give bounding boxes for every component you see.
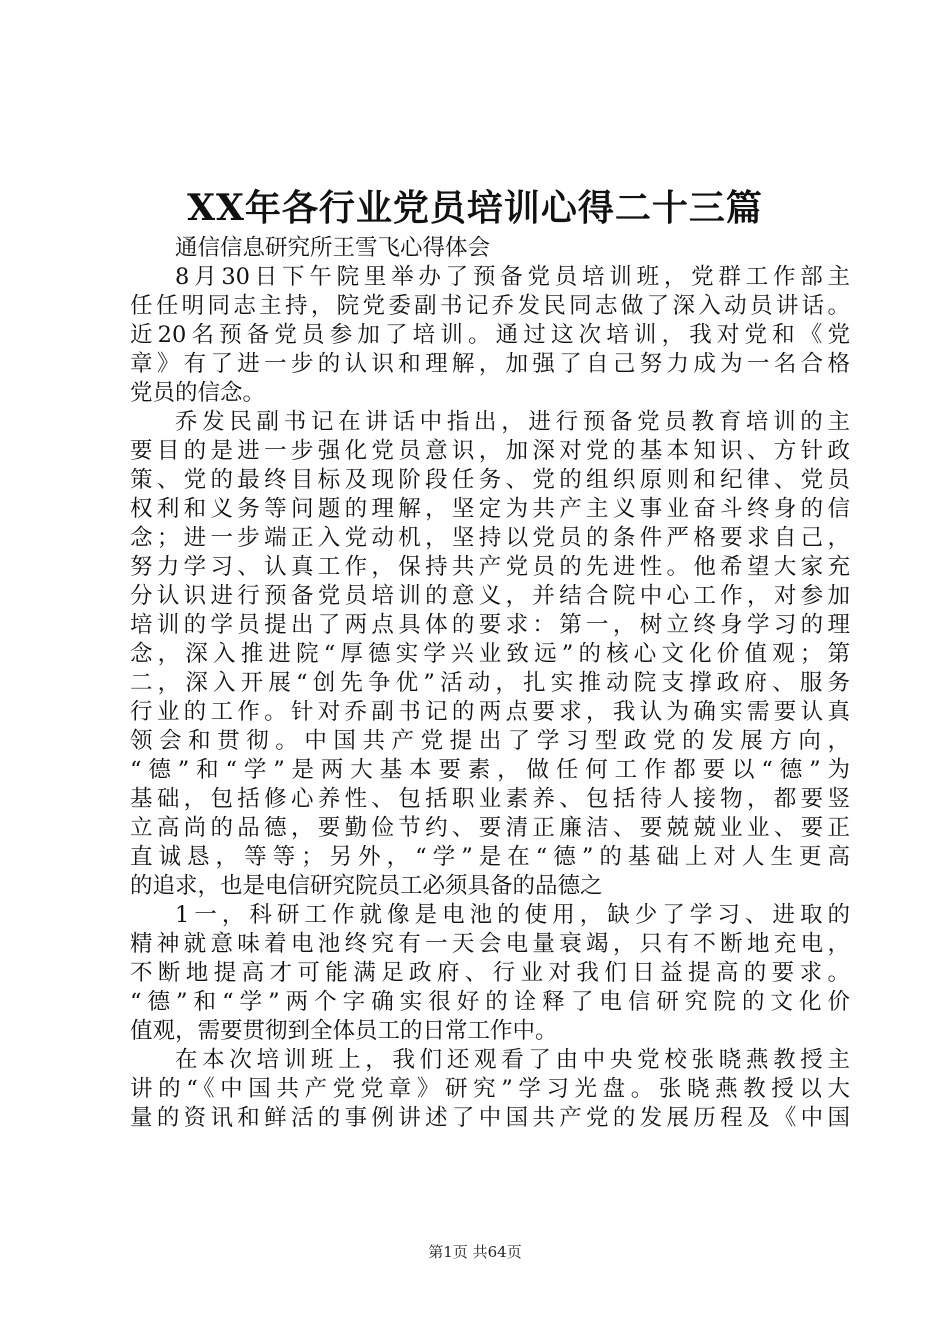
body-line: 乔发民副书记在讲话中指出，进行预备党员教育培训的主: [175, 409, 850, 435]
body-line: 讲的“《中国共产党党章》研究”学习光盘。张晓燕教授以大: [130, 1076, 850, 1102]
body-line: 1一，科研工作就像是电池的使用，缺少了学习、进取的: [175, 902, 850, 928]
body-line: “德”和“学”是两大基本要素，做任何工作都要以“德”为: [130, 757, 850, 783]
body-line: “德”和“学”两个字确实很好的诠释了电信研究院的文化价: [130, 989, 850, 1015]
body-line: 近20名预备党员参加了培训。通过这次培训，我对党和《党: [130, 322, 850, 348]
body-line: 权利和义务等问题的理解，坚定为共产主义事业奋斗终身的信: [130, 496, 850, 522]
body-line: 量的资讯和鲜活的事例讲述了中国共产党的发展历程及《中国: [130, 1105, 850, 1131]
body-line: 精神就意味着电池终究有一天会电量衰竭，只有不断地充电，: [130, 931, 850, 957]
body-line: 不断地提高才可能满足政府、行业对我们日益提高的要求。: [130, 960, 850, 986]
body-line: 行业的工作。针对乔副书记的两点要求，我认为确实需要认真: [130, 699, 850, 725]
body-line: 值观，需要贯彻到全体员工的日常工作中。: [130, 1018, 558, 1044]
body-line: 念；进一步端正入党动机，坚持以党员的条件严格要求自己，: [130, 525, 850, 551]
body-line: 立高尚的品德，要勤俭节约、要清正廉洁、要兢兢业业、要正: [130, 815, 850, 841]
body-line: 领会和贯彻。中国共产党提出了学习型政党的发展方向，: [130, 728, 850, 754]
document-body: [130, 234, 850, 1133]
body-line: 要目的是进一步强化党员意识，加深对党的基本知识、方针政: [130, 438, 850, 464]
body-line: 二，深入开展“创先争优”活动，扎实推动院支撑政府、服务: [130, 670, 850, 696]
body-line: 努力学习、认真工作，保持共产党员的先进性。他希望大家充: [130, 554, 850, 580]
body-line: 8月30日下午院里举办了预备党员培训班，党群工作部主: [175, 264, 850, 290]
body-line: 党员的信念。: [130, 380, 266, 406]
body-line: 策、党的最终目标及现阶段任务、党的组织原则和纪律、党员: [130, 467, 850, 493]
body-line: 直诚恳，等等；另外，“学”是在“德”的基础上对人生更高: [130, 844, 850, 870]
body-line: 章》有了进一步的认识和理解，加强了自己努力成为一名合格: [130, 351, 850, 377]
body-line: 培训的学员提出了两点具体的要求：第一，树立终身学习的理: [130, 612, 850, 638]
body-line: 的追求，也是电信研究院员工必须具备的品德之: [130, 873, 603, 899]
body-line: 念，深入推进院“厚德实学兴业致远”的核心文化价值观；第: [130, 641, 850, 667]
body-line: 在本次培训班上，我们还观看了由中央党校张晓燕教授主: [175, 1047, 850, 1073]
body-line: 通信信息研究所王雪飞心得体会: [175, 235, 491, 261]
body-line: 基础，包括修心养性、包括职业素养、包括待人接物，都要竖: [130, 786, 850, 812]
body-line: 任任明同志主持，院党委副书记乔发民同志做了深入动员讲话。: [130, 293, 850, 319]
body-line: 分认识进行预备党员培训的意义，并结合院中心工作，对参加: [130, 583, 850, 609]
document-title: XX年各行业党员培训心得二十三篇: [187, 187, 763, 229]
page-number-footer: 第1页 共64页: [428, 1243, 522, 1261]
